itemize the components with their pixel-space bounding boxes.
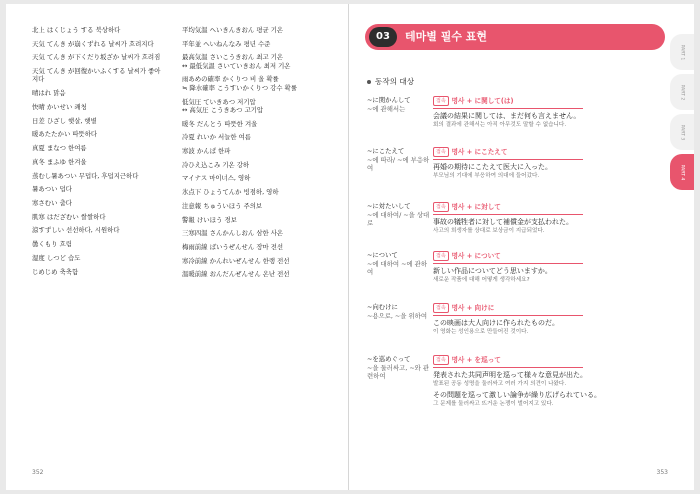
example-japanese: その問題を巡って激しい論争が繰り広げられている。 [433,391,601,400]
grammar-pattern: 명사 + に対して [451,202,501,211]
pattern-line [433,303,653,313]
vocab-text: 梅雨前線 ばいうぜんせん 장마 전선 [182,243,284,252]
vocab-text: 天気 てんき が下くだり坂ざか 날씨가 흐려짐 [32,53,161,62]
page-number-left: 352 [32,469,44,476]
pattern-line [433,251,653,261]
grammar-phrase: ~にこたえて [367,147,405,155]
pattern-line [433,96,653,106]
pattern-divider [433,214,583,215]
vocab-item [32,26,164,34]
vocab-item [182,53,332,70]
vocab-text: 晴はれ 맑음 [32,89,66,98]
vocab-item [182,161,332,169]
example-korean: 새로운 작품에 대해 어떻게 생각하세요? [433,277,530,284]
vocab-item [182,188,332,196]
vocab-text: マイナス 마이너스, 영하 [182,174,251,183]
vocab-text: 蒸むし暑あつい 무덥다, 후덥지근하다 [32,171,139,180]
grammar-heading [367,202,431,228]
vocab-text: 曇くもり 흐림 [32,240,72,249]
vocab-text: 真夏 まなつ 한여름 [32,144,87,153]
example-korean: 그 문제를 둘러싸고 뜨거운 논쟁이 벌어지고 있다. [433,401,554,408]
grammar-meaning: ~에 따라/ ~에 부응하여 [367,155,430,173]
vocab-text: 快晴 かいせい 쾌청 [32,102,87,111]
vocab-text: 暖あたたかい 따뜻하다 [32,130,98,139]
grammar-body [433,303,653,339]
vocab-text: 暑あつい 덥다 [32,185,72,194]
example-japanese: 再婚の期待にこたえて医大に入った。 [433,163,552,171]
grammar-body [433,147,653,183]
example-korean: 회의 결과에 관해서는 아직 아무것도 말할 수 없습니다. [433,122,567,129]
vocab-item [182,26,332,34]
pattern-line [433,355,653,365]
vocab-item [32,240,164,248]
vocab-text: じめじめ 축축함 [32,267,79,276]
example-japanese: 事故の犠牲者に対して補償金が支払われた。 [433,218,573,226]
grammar-meaning: ~용으로, ~을 위하여 [367,311,428,320]
vocab-related: ↔ 高気圧 こうきあつ 고기압 [182,105,264,114]
vocab-item [32,40,164,48]
vocab-related: ≒ 降水確率 こうすいかくりつ 강수 확률 [182,83,297,92]
vocab-related: ↔ 最低気温 さいていきおん 최저 기온 [182,61,291,70]
grammar-pattern: 명사 + について [451,251,501,260]
grammar-body [433,96,653,132]
vocab-text: 平年並 へいねんなみ 평년 수준 [182,39,271,48]
subsection-label: 동작의 대상 [367,76,414,87]
example-korean: 사고의 희생자를 상대로 보상금이 지급되었다. [433,228,545,235]
vocab-item [32,53,164,61]
grammar-pattern: 명사 + にこたえて [451,147,508,156]
vocab-item [182,270,332,278]
vocab-item [182,120,332,128]
vocab-text: 寒波 かんぱ 한파 [182,147,231,156]
vocab-item [32,117,164,125]
pattern-divider [433,367,583,368]
grammar-meaning: ~에 대하여 ~에 관하여 [367,259,428,277]
grammar-phrase: ~について [367,251,398,259]
grammar-body [433,251,653,287]
grammar-meaning: ~을 둘러싸고, ~와 관련하여 [367,363,430,381]
pattern-line [433,147,653,157]
grammar-heading [367,251,431,277]
vocab-item [32,144,164,152]
vocab-text: 真冬 まふゆ 한겨울 [32,157,87,166]
connection-badge: 접속 [433,202,449,212]
vocab-item [32,226,164,234]
connection-badge: 접속 [433,96,449,106]
vocab-item [32,213,164,221]
vocab-text: 湿度 しつど 습도 [32,253,81,262]
pattern-divider [433,315,583,316]
connection-badge: 접속 [433,303,449,313]
vocab-text: 肌寒 はだざむい 쌀쌀하다 [32,212,106,221]
grammar-meaning: ~에 대하여/ ~을 상대로 [367,210,430,228]
grammar-phrase: ~向むけに [367,303,398,311]
section-title: 테마별 필수 표현 [405,30,488,43]
part-tab-label: PART 1 [679,44,685,60]
right-page [349,4,694,490]
vocab-text: 低気圧 ていきあつ 저기압 [182,97,256,106]
vocab-item [32,103,164,111]
vocab-text: 注意報 ちゅういほう 주의보 [182,201,263,210]
grammar-phrase: ~に関かんして [367,96,411,104]
vocab-text: 平均気温 へいきんきおん 평균 기온 [182,26,284,34]
vocab-item [182,174,332,182]
part-tab-label: PART 2 [679,84,685,100]
vocab-item [182,147,332,155]
left-page [6,4,349,490]
connection-badge: 접속 [433,147,449,157]
connection-badge: 접속 [433,251,449,261]
pattern-line [433,202,653,212]
vocab-item [32,185,164,193]
vocab-item [32,158,164,166]
vocab-column-2 [182,26,332,284]
vocab-item [32,89,164,97]
grammar-pattern: 명사 + に関して(は) [451,96,514,105]
part-tab-label: PART 4 [679,164,685,180]
grammar-heading [367,147,431,173]
example-japanese: 新しい作品についてどう思いますか。 [433,267,552,275]
part-tab-3[interactable] [670,114,694,150]
vocab-item [182,133,332,141]
vocab-text: 冷ひえ込こみ 기온 강하 [182,160,250,169]
page-number-right: 353 [656,469,668,476]
vocab-text: 氷点下 ひょうてんか 빙점하, 영하 [182,188,279,197]
vocab-text: 天気 てんき が回復かいふくする 날씨가 좋아지다 [32,67,161,84]
vocab-text: 暖冬 だんとう 따뜻한 겨울 [182,119,258,128]
part-tab-1[interactable] [670,34,694,70]
section-header [365,24,665,50]
vocab-text: 雨あめの確率 かくりつ 비 올 확률 [182,75,279,84]
vocab-item [182,202,332,210]
section-number: 03 [369,27,397,47]
grammar-phrase: ~を巡めぐって [367,355,411,363]
part-tab-2[interactable] [670,74,694,110]
vocab-text: 最高気温 さいこうきおん 최고 기온 [182,53,284,62]
vocab-item [182,75,332,92]
grammar-heading [367,96,431,113]
vocab-item [32,199,164,207]
vocab-text: 天気 てんき が崩くずれる 날씨가 흐려지다 [32,39,154,48]
vocab-text: 北上 はくじょう する 북상하다 [32,26,121,34]
example-japanese: この映画は大人向けに作られたものだ。 [433,319,559,327]
example-korean: 부모님의 기대에 부응하여 의대에 들어갔다. [433,173,540,180]
vocab-item [32,268,164,276]
part-tab-4[interactable] [670,154,694,190]
example-japanese: 発表された共同声明を巡って様々な意見が出た。 [433,371,587,379]
vocab-text: 三寒四温 さんかんしおん 삼한 사온 [182,229,284,238]
pattern-divider [433,108,583,109]
connection-badge: 접속 [433,355,449,365]
vocab-item [182,257,332,265]
vocab-text: 温暖前線 おんだんぜんせん 온난 전선 [182,270,290,279]
grammar-body [433,202,653,238]
vocab-item [182,243,332,251]
vocab-item [182,229,332,237]
vocab-column-1 [32,26,164,281]
example-korean: 발표된 공동 성명을 둘러싸고 여러 가지 의견이 나왔다. [433,381,567,388]
vocab-item [182,40,332,48]
vocab-item [182,216,332,224]
vocab-text: 冷夏 れいか 서늘한 여름 [182,133,251,142]
vocab-item [182,98,332,115]
vocab-text: 寒さむい 춥다 [32,198,72,207]
pattern-divider [433,263,583,264]
bullet-dot-icon [367,80,371,84]
grammar-body [433,355,653,412]
grammar-heading [367,303,431,320]
grammar-heading [367,355,431,381]
book-spread [6,4,694,490]
vocab-item [32,172,164,180]
vocab-item [32,254,164,262]
part-tab-label: PART 3 [679,124,685,140]
vocab-text: 寒冷前線 かんれいぜんせん 한랭 전선 [182,256,290,265]
vocab-text: 涼すずしい 선선하다, 시원하다 [32,226,120,235]
vocab-text: 警報 けいほう 경보 [182,215,237,224]
grammar-pattern: 명사 + を巡って [451,355,501,364]
vocab-text: 日差 ひざし 햇살, 햇볕 [32,116,97,125]
vocab-item [32,130,164,138]
pattern-divider [433,159,583,160]
grammar-meaning: ~에 관해서는 [367,104,406,113]
grammar-pattern: 명사 + 向けに [451,303,495,312]
part-tabs [670,34,694,194]
vocab-item [32,67,164,84]
example-japanese: 会議の結果に関しては、まだ何も言えません。 [433,112,581,120]
example-korean: 이 영화는 성인용으로 만들어진 것이다. [433,329,529,336]
grammar-phrase: ~に対たいして [367,202,411,210]
